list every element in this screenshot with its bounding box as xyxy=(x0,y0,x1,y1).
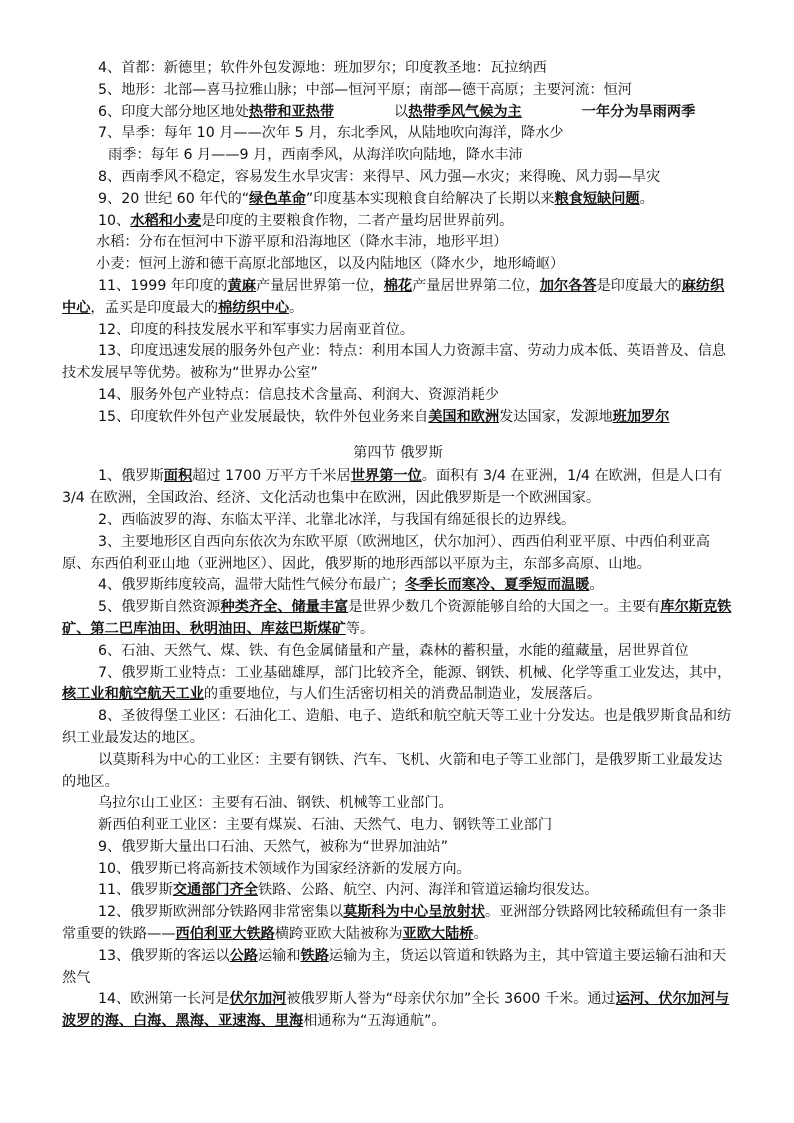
text: 13、俄罗斯的客运以 xyxy=(98,947,230,964)
text: 12、俄罗斯欧洲部分铁路网非常密集以 xyxy=(98,904,344,921)
text: 。 xyxy=(473,926,488,943)
key-term: 亚欧大陆桥 xyxy=(402,926,474,943)
key-term: 运河、伏尔加河与波罗的海、白海、黑海、亚速海、里海 xyxy=(62,991,730,1030)
russia-item-12 xyxy=(62,902,734,946)
key-term: 粮食短缺问题 xyxy=(554,190,640,207)
text: 。 xyxy=(289,299,304,316)
text: 5、俄罗斯自然资源 xyxy=(98,599,221,616)
russia-item-3: 3、主要地形区自西向东依次为东欧平原（欧洲地区，伏尔加河）、西西伯利亚平原、中西伯利亚高原、东西伯利亚山地（亚洲地区）、因此，俄罗斯的地形西部以平原为主，东部多高原、山地。 xyxy=(62,533,710,572)
text: 是世界少数几个资源能够自给的大国之一。主要有 xyxy=(348,599,661,616)
key-term: 绿色革命 xyxy=(249,190,306,207)
russia-item-4 xyxy=(62,575,734,597)
text: 等。 xyxy=(345,620,375,637)
text: 以 xyxy=(394,103,409,120)
section-title: 第四节 俄罗斯 xyxy=(353,444,443,461)
text: 运输和 xyxy=(257,947,301,964)
text: 是印度最大的 xyxy=(596,277,682,294)
text: 铁路、公路、航空、内河、海洋和管道运输均很发达。 xyxy=(257,882,599,899)
text: 超过 1700 万平方千米居 xyxy=(192,468,351,485)
key-term: 棉纺织中心 xyxy=(218,299,290,316)
russia-item-6: 6、石油、天然气、煤、铁、有色金属储量和产量，森林的蓄积量，水能的蕴藏量，居世界首位 xyxy=(98,642,689,659)
russia-item-14 xyxy=(62,989,734,1033)
russia-item-8-moscow: 以莫斯科为中心的工业区：主要有钢铁、汽车、飞机、火箭和电子等工业部门，是俄罗斯工业最发达的地区。 xyxy=(62,751,723,790)
key-term: 公路 xyxy=(229,947,258,964)
india-item-10-rice: 水稻：分布在恒河中下游平原和沿海地区（降水丰沛，地形平坦） xyxy=(96,234,508,251)
text: 。面积有 3/4 在亚洲，1/4 在欧洲，但是人口有 3/4 在欧洲，全国政治、经济、文化活动也集中在欧洲，因此俄罗斯是一个欧洲国家。 xyxy=(62,468,723,507)
key-term: 水稻和小麦 xyxy=(130,212,202,229)
india-item-9 xyxy=(62,189,734,211)
text: 4、俄罗斯纬度较高，温带大陆性气候分布最广； xyxy=(98,577,405,594)
text: 7、俄罗斯工业特点：工业基础雄厚，部门比较齐全，能源、钢铁、机械、化学等重工业发达，其中， xyxy=(98,664,732,681)
russia-item-11 xyxy=(62,880,734,902)
russia-item-1 xyxy=(62,466,734,510)
key-term: 班加罗尔 xyxy=(612,408,670,425)
key-term: 西伯利亚大铁路 xyxy=(175,926,275,943)
india-item-5: 5、地形：北部—喜马拉雅山脉；中部—恒河平原；南部—德干高原；主要河流：恒河 xyxy=(98,81,632,98)
key-term: 麻纺织中心 xyxy=(62,277,725,316)
text: 14、欧洲第一长河是 xyxy=(98,991,230,1008)
russia-item-13 xyxy=(62,946,734,990)
russia-item-8: 8、圣彼得堡工业区：石油化工、造船、电子、造纸和航空航天等工业十分发达。也是俄罗斯食品和纺织工业最发达的地区。 xyxy=(62,708,732,746)
key-term: 热带季风气候为主 xyxy=(408,103,522,120)
text: 。 xyxy=(589,577,604,594)
key-term: 库尔斯克铁矿、第二巴库油田、秋明油田、库兹巴斯煤矿 xyxy=(62,599,732,637)
key-term: 交通部门齐全 xyxy=(172,882,258,899)
india-item-10 xyxy=(62,211,734,233)
india-item-15 xyxy=(62,407,734,429)
india-item-12: 12、印度的科技发展水平和军事实力居南亚首位。 xyxy=(98,321,414,338)
russia-item-9: 9、俄罗斯大量出口石油、天然气，被称为“世界加油站” xyxy=(98,838,449,855)
russia-item-7 xyxy=(62,663,734,707)
text: 横跨亚欧大陆被称为 xyxy=(274,926,403,943)
russia-item-8-novosibirsk: 新西伯利亚工业区：主要有煤炭、石油、天然气、电力、钢铁等工业部门 xyxy=(98,817,553,834)
key-term: 核工业和航空航天工业 xyxy=(62,686,204,703)
india-item-7-rainy: 雨季：每年 6 月——9 月，西南季风，从海洋吹向陆地，降水丰沛 xyxy=(108,147,523,164)
text: 10、 xyxy=(98,212,131,229)
india-item-8: 8、西南季风不稳定，容易发生水旱灾害：来得早、风力强—水灾；来得晚、风力弱—旱灾 xyxy=(98,168,661,185)
text: 是印度的主要粮食作物，二者产量均居世界前列。 xyxy=(201,212,514,229)
text: 。亚洲部分铁路网比较稀疏但有一条非常重要的铁路—— xyxy=(62,904,727,943)
text: 6、印度大部分地区地处 xyxy=(98,103,249,120)
key-term: 一年分为旱雨两季 xyxy=(581,103,696,120)
text: ，孟买是印度最大的 xyxy=(90,299,219,316)
india-item-11 xyxy=(62,276,734,320)
text: 1、俄罗斯 xyxy=(98,468,164,485)
text: 产量居世界第二位， xyxy=(412,277,540,294)
text: 的重要地位，与人们生活密切相关的消费品制造业，发展落后。 xyxy=(203,686,602,703)
text: 11、俄罗斯 xyxy=(98,882,173,899)
text: 运输为主，货运以管道和铁路为主，其中管道主要运输石油和天然气 xyxy=(62,947,727,986)
key-term: 世界第一位 xyxy=(350,468,422,485)
russia-item-2: 2、西临波罗的海、东临太平洋、北靠北冰洋，与我国有绵延很长的边界线。 xyxy=(98,511,576,528)
key-term: 面积 xyxy=(163,468,193,485)
key-term: 美国和欧洲 xyxy=(428,408,500,425)
text: 发达国家，发源地 xyxy=(499,408,613,425)
text: 产量居世界第一位， xyxy=(256,277,384,294)
text: 。 xyxy=(639,190,654,207)
text: ”印度基本实现粮食自给解决了长期以来 xyxy=(305,190,555,207)
russia-item-8-urals: 乌拉尔山工业区：主要有石油、钢铁、机械等工业部门。 xyxy=(98,795,453,812)
key-term: 铁路 xyxy=(300,947,329,964)
key-term: 加尔各答 xyxy=(539,277,597,294)
russia-item-10: 10、俄罗斯已将高新技术领域作为国家经济新的发展方向。 xyxy=(98,860,471,877)
key-term: 棉花 xyxy=(383,277,413,294)
text: 相通称为“五海通航”。 xyxy=(303,1013,446,1030)
key-term: 热带和亚热带 xyxy=(248,103,335,120)
document-page xyxy=(62,58,734,1033)
key-term: 冬季长而寒冷、夏季短而温暖 xyxy=(404,577,590,594)
text: 9、20 世纪 60 年代的“ xyxy=(98,190,250,207)
text: 11、1999 年印度的 xyxy=(98,277,228,294)
india-item-7: 7、旱季：每年 10 月——次年 5 月，东北季风，从陆地吹向海洋，降水少 xyxy=(98,125,564,142)
key-term: 黄麻 xyxy=(227,277,256,294)
india-item-6 xyxy=(62,102,734,124)
text: 15、印度软件外包产业发展最快，软件外包业务来自 xyxy=(98,408,429,425)
key-term: 莫斯科为中心呈放射状 xyxy=(343,904,485,921)
text: 被俄罗斯人誉为“母亲伏尔加”全长 3600 千米。通过 xyxy=(286,991,616,1008)
india-item-4: 4、首都：新德里；软件外包发源地：班加罗尔；印度教圣地：瓦拉纳西 xyxy=(98,60,547,76)
key-term: 伏尔加河 xyxy=(229,991,287,1008)
india-item-14: 14、服务外包产业特点：信息技术含量高、利润大、资源消耗少 xyxy=(98,386,500,403)
key-term: 种类齐全、储量丰富 xyxy=(220,599,349,616)
india-item-13: 13、印度迅速发展的服务外包产业：特点：利用本国人力资源丰富、劳动力成本低、英语普及、信息技术发展早等优势。被称为“世界办公室” xyxy=(62,343,727,382)
india-item-10-wheat: 小麦：恒河上游和德干高原北部地区，以及内陆地区（降水少，地形崎岖） xyxy=(96,256,565,273)
russia-item-5 xyxy=(62,597,734,641)
